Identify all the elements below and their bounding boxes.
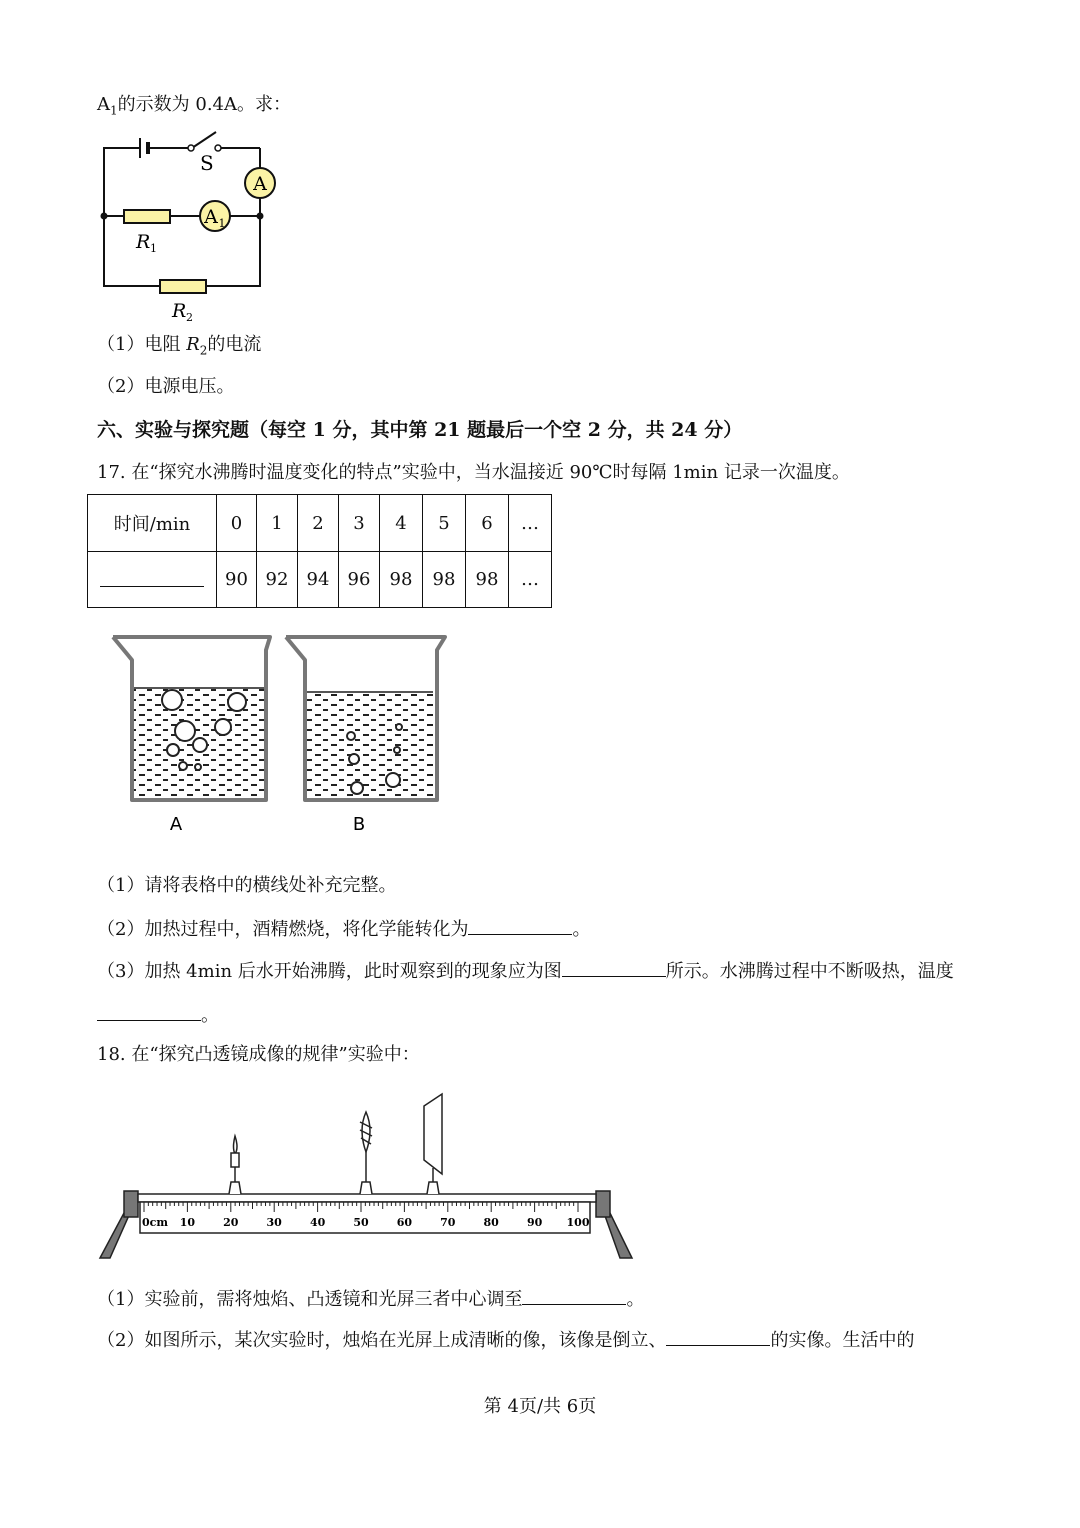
table-header-blank bbox=[88, 552, 217, 608]
tick-label: 20 bbox=[223, 1216, 239, 1229]
table-cell: 1 bbox=[257, 495, 298, 552]
switch-blade bbox=[192, 132, 216, 148]
table-cell: 92 bbox=[257, 552, 298, 608]
wire-top-left bbox=[104, 148, 140, 216]
ammeter-a-label: A bbox=[253, 173, 267, 195]
table-row-temp bbox=[88, 552, 552, 608]
light-screen bbox=[424, 1094, 442, 1194]
switch-label: S bbox=[200, 151, 214, 175]
candle-body bbox=[231, 1153, 239, 1167]
resistor-r1 bbox=[124, 210, 170, 223]
bench-end-left bbox=[124, 1191, 138, 1217]
table-cell: 96 bbox=[339, 552, 380, 608]
tick-label: 30 bbox=[266, 1216, 282, 1229]
table-cell: 5 bbox=[423, 495, 466, 552]
answer-blank bbox=[100, 568, 204, 587]
water-b bbox=[305, 692, 433, 800]
q16-part2: （2）电源电压。 bbox=[97, 376, 235, 397]
tick-label: 0cm bbox=[142, 1216, 168, 1229]
r1-label: R bbox=[136, 231, 151, 253]
answer-blank bbox=[522, 1286, 626, 1305]
q17-part3-cont: 。 bbox=[97, 1002, 219, 1028]
beakers-figure bbox=[105, 632, 455, 837]
junction-left bbox=[101, 213, 108, 220]
tick-label: 10 bbox=[179, 1216, 196, 1229]
switch-contact-right bbox=[215, 145, 221, 151]
r2-label: R bbox=[172, 300, 187, 322]
table-cell: 6 bbox=[466, 495, 509, 552]
table-cell: 98 bbox=[423, 552, 466, 608]
bench-leg-left bbox=[100, 1213, 130, 1258]
beaker-a bbox=[113, 637, 270, 800]
optical-bench bbox=[98, 1088, 638, 1263]
table-cell: 90 bbox=[217, 552, 257, 608]
ammeter-a1-sub: 1 bbox=[218, 217, 226, 230]
answer-blank bbox=[97, 1002, 201, 1021]
candle-flame bbox=[234, 1136, 238, 1154]
q17-part1: （1）请将表格中的横线处补充完整。 bbox=[97, 875, 397, 896]
table-header-time: 时间/min bbox=[88, 495, 217, 552]
tick-label: 70 bbox=[440, 1216, 456, 1229]
beaker-b bbox=[286, 637, 445, 800]
answer-blank bbox=[468, 916, 572, 935]
q18-part2: （2）如图所示，某次实验时，烛焰在光屏上成清晰的像，该像是倒立、 的实像。生活中的 bbox=[97, 1327, 914, 1353]
resistor-r2 bbox=[160, 280, 206, 293]
r2-sub: 2 bbox=[186, 311, 193, 324]
table-cell: 4 bbox=[380, 495, 423, 552]
tick-label: 100 bbox=[566, 1216, 590, 1229]
circuit-diagram bbox=[90, 120, 290, 325]
q18-stem: 18. 在“探究凸透镜成像的规律”实验中： bbox=[97, 1044, 420, 1065]
switch-contact-left bbox=[188, 145, 194, 151]
tick-label: 50 bbox=[353, 1216, 369, 1229]
table-cell: 98 bbox=[466, 552, 509, 608]
table-cell: 0 bbox=[217, 495, 257, 552]
table-cell: 2 bbox=[298, 495, 339, 552]
bench-rail bbox=[138, 1194, 596, 1202]
junction-right bbox=[257, 213, 264, 220]
answer-blank bbox=[562, 958, 666, 977]
table-cell: 98 bbox=[380, 552, 423, 608]
tick-label: 80 bbox=[483, 1216, 499, 1229]
table-cell: … bbox=[509, 552, 552, 608]
answer-blank bbox=[666, 1327, 770, 1346]
ammeter-a1-label: A bbox=[204, 206, 218, 228]
q17-stem: 17. 在“探究水沸腾时温度变化的特点”实验中，当水温接近 90℃时每隔 1min 记录一次温度。 bbox=[97, 462, 850, 483]
tick-label: 90 bbox=[526, 1216, 543, 1229]
page-footer: 第 4页/共 6页 bbox=[483, 1396, 597, 1417]
intro-line: $A_1$的示数为 0.4A。求： bbox=[97, 94, 291, 118]
tick-label: 60 bbox=[396, 1216, 413, 1229]
q17-part3: （3）加热 4min 后水开始沸腾，此时观察到的现象应为图 所示。水沸腾过程中不断吸热，温度 bbox=[97, 958, 954, 984]
section-title: 六、实验与探究题（每空 1 分，其中第 21 题最后一个空 2 分，共 24 分） bbox=[97, 419, 743, 441]
bench-leg-right bbox=[604, 1213, 632, 1258]
tick-label: 40 bbox=[309, 1216, 326, 1229]
table-row-time bbox=[88, 495, 552, 552]
r1-sub: 1 bbox=[150, 242, 157, 255]
screen-plate bbox=[424, 1094, 442, 1174]
q16-part1: （1）电阻 $R_2$的电流 bbox=[97, 334, 262, 358]
convex-lens bbox=[360, 1112, 372, 1194]
table-cell: 94 bbox=[298, 552, 339, 608]
beaker-b-label: B bbox=[352, 814, 366, 835]
bench-end-right bbox=[596, 1191, 610, 1217]
data-table bbox=[87, 494, 552, 608]
q18-part1: （1）实验前，需将烛焰、凸透镜和光屏三者中心调至 。 bbox=[97, 1286, 644, 1312]
candle bbox=[229, 1136, 241, 1194]
table-cell: 3 bbox=[339, 495, 380, 552]
q17-part2: （2）加热过程中，酒精燃烧，将化学能转化为 。 bbox=[97, 916, 590, 942]
table-cell: … bbox=[509, 495, 552, 552]
beaker-a-label: A bbox=[169, 814, 183, 835]
